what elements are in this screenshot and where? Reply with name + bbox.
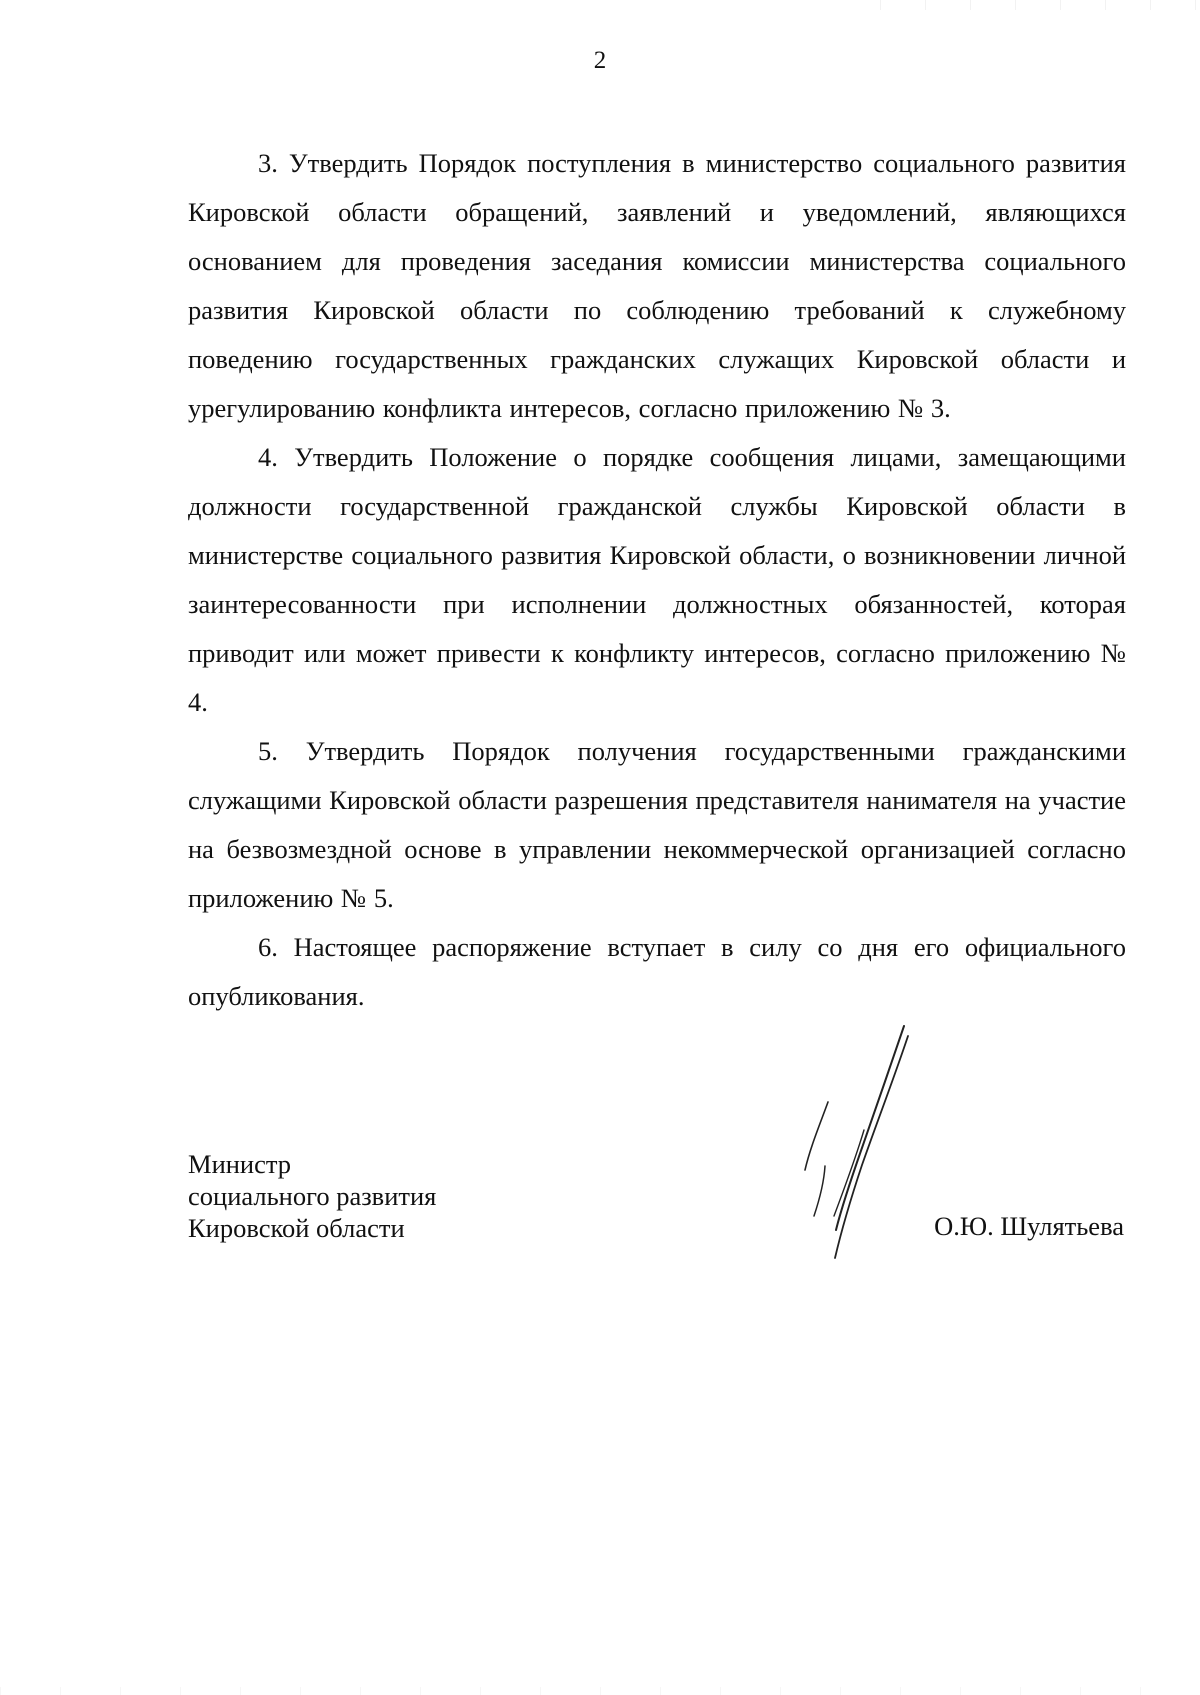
signatory-title-line: Министр	[188, 1149, 292, 1179]
paragraph-item-6: 6. Настоящее распоряжение вступает в силу со дня его официального опубликования.	[188, 932, 1126, 1011]
signature-stroke	[814, 1166, 825, 1216]
paragraph-item-5: 5. Утвердить Порядок получения государственными гражданскими служащими Кировской области разрешения представителя нанимателя на участие на безвозмездной основе в управлении некоммерческой организацией согласно приложению № 5.	[188, 736, 1126, 913]
scan-edge-mark	[880, 0, 1200, 10]
signature-stroke	[836, 1026, 904, 1230]
signature-stroke	[805, 1102, 828, 1170]
signatory-title	[188, 1148, 436, 1244]
paragraph-item-4: 4. Утвердить Положение о порядке сообщения лицами, замещающими должности государственной гражданской службы Кировской области в министерстве социального развития Кировской области, о возникновении личной заинтересованности при исполнении должностных обязанностей, которая приводит или может привести к конфликту интересов, согласно приложению № 4.	[188, 442, 1126, 717]
paragraph-item-3: 3. Утвердить Порядок поступления в министерство социального развития Кировской области обращений, заявлений и уведомлений, являющихся основанием для проведения заседания комиссии министерства социального развития Кировской области по соблюдению требований к служебному поведению государственных гражданских служащих Кировской области и урегулированию конфликта интересов, согласно приложению № 3.	[188, 148, 1126, 423]
signatory-name: О.Ю. Шулятьева	[934, 1211, 1124, 1241]
page-number: 2	[593, 47, 607, 74]
signatory-title-line: социального развития	[188, 1181, 437, 1211]
document-body	[188, 139, 1126, 1021]
signatory-title-line: Кировской области	[188, 1213, 405, 1243]
handwritten-signature-icon	[780, 1020, 930, 1280]
scan-edge-mark-bottom	[0, 1687, 1200, 1695]
signature-stroke	[835, 1036, 908, 1258]
